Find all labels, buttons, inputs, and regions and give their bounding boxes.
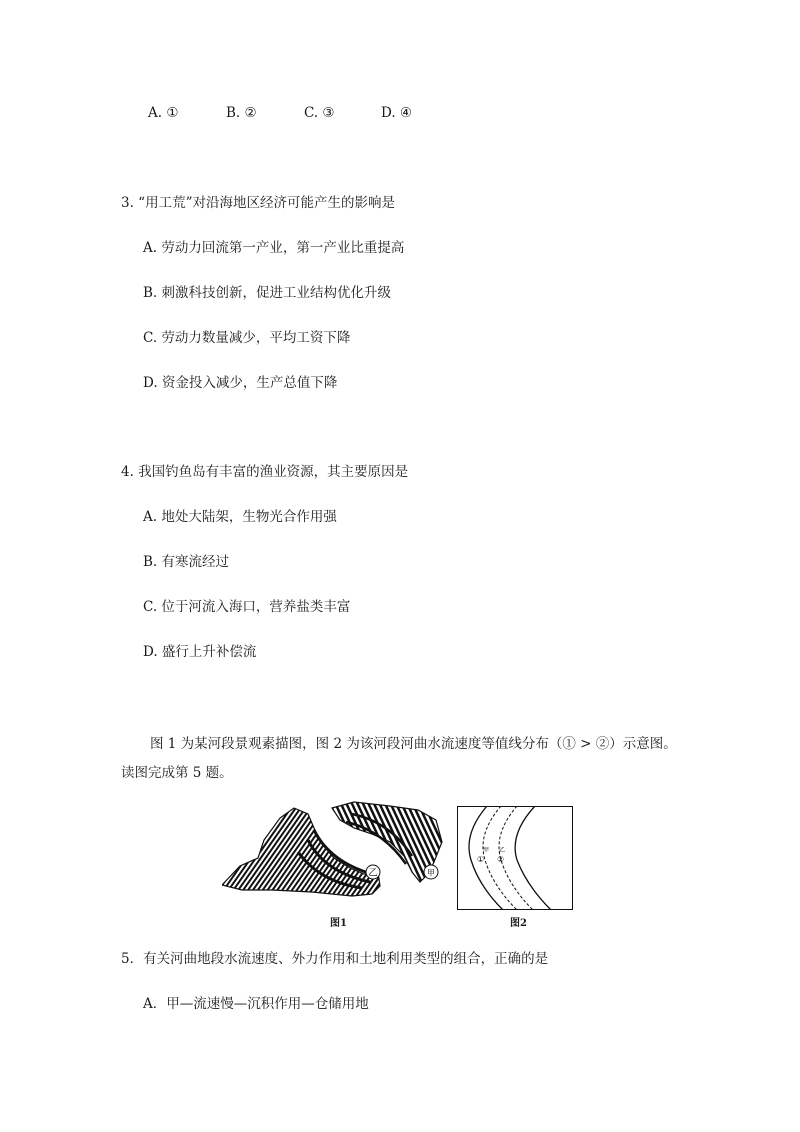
q5-option-a: A．甲—流速慢—沉积作用—仓储用地: [143, 996, 369, 1012]
figure-1-river-sketch: [222, 800, 450, 912]
marker-yi: 乙: [368, 868, 378, 879]
q3-option-b: B. 刺激科技创新，促进工业结构优化升级: [143, 285, 392, 301]
q3-option-c: C. 劳动力数量减少，平均工资下降: [143, 330, 351, 346]
q2-option-a: A. ①: [148, 105, 179, 121]
q4-option-a: A. 地处大陆架，生物光合作用强: [143, 509, 337, 525]
figure-1-caption: 图1: [330, 918, 347, 929]
marker-jia: 甲: [427, 868, 435, 878]
q4-option-b: B. 有寒流经过: [143, 554, 230, 570]
figure-2-flow-isolines: [457, 806, 573, 910]
q4-option-d: D. 盛行上升补偿流: [143, 644, 257, 660]
q2-option-d: D. ④: [381, 105, 413, 121]
q3-option-d: D. 资金投入减少，生产总值下降: [143, 375, 338, 391]
figure-2-caption: 图2: [510, 918, 527, 929]
label-yi: 乙: [499, 847, 506, 854]
q3-stem: 3. “用工荒”对沿海地区经济可能产生的影响是: [121, 195, 395, 211]
intro-line-2: 读图完成第 5 题。: [121, 765, 233, 781]
q3-option-a: A. 劳动力回流第一产业，第一产业比重提高: [143, 240, 405, 256]
isoline-2-label: ②: [497, 855, 505, 864]
isoline-1-label: ①: [477, 855, 485, 864]
q2-option-c: C. ③: [304, 105, 335, 121]
q5-stem: 5．有关河曲地段水流速度、外力作用和土地利用类型的组合，正确的是: [121, 951, 549, 967]
q4-stem: 4. 我国钓鱼岛有丰富的渔业资源，其主要原因是: [121, 464, 409, 480]
q4-option-c: C. 位于河流入海口，营养盐类丰富: [143, 599, 351, 615]
label-jia: 甲: [483, 847, 490, 854]
intro-line-1: 图 1 为某河段景观素描图，图 2 为该河段河曲水流速度等值线分布（① > ②）示意图。: [150, 736, 677, 752]
q2-option-b: B. ②: [226, 105, 257, 121]
